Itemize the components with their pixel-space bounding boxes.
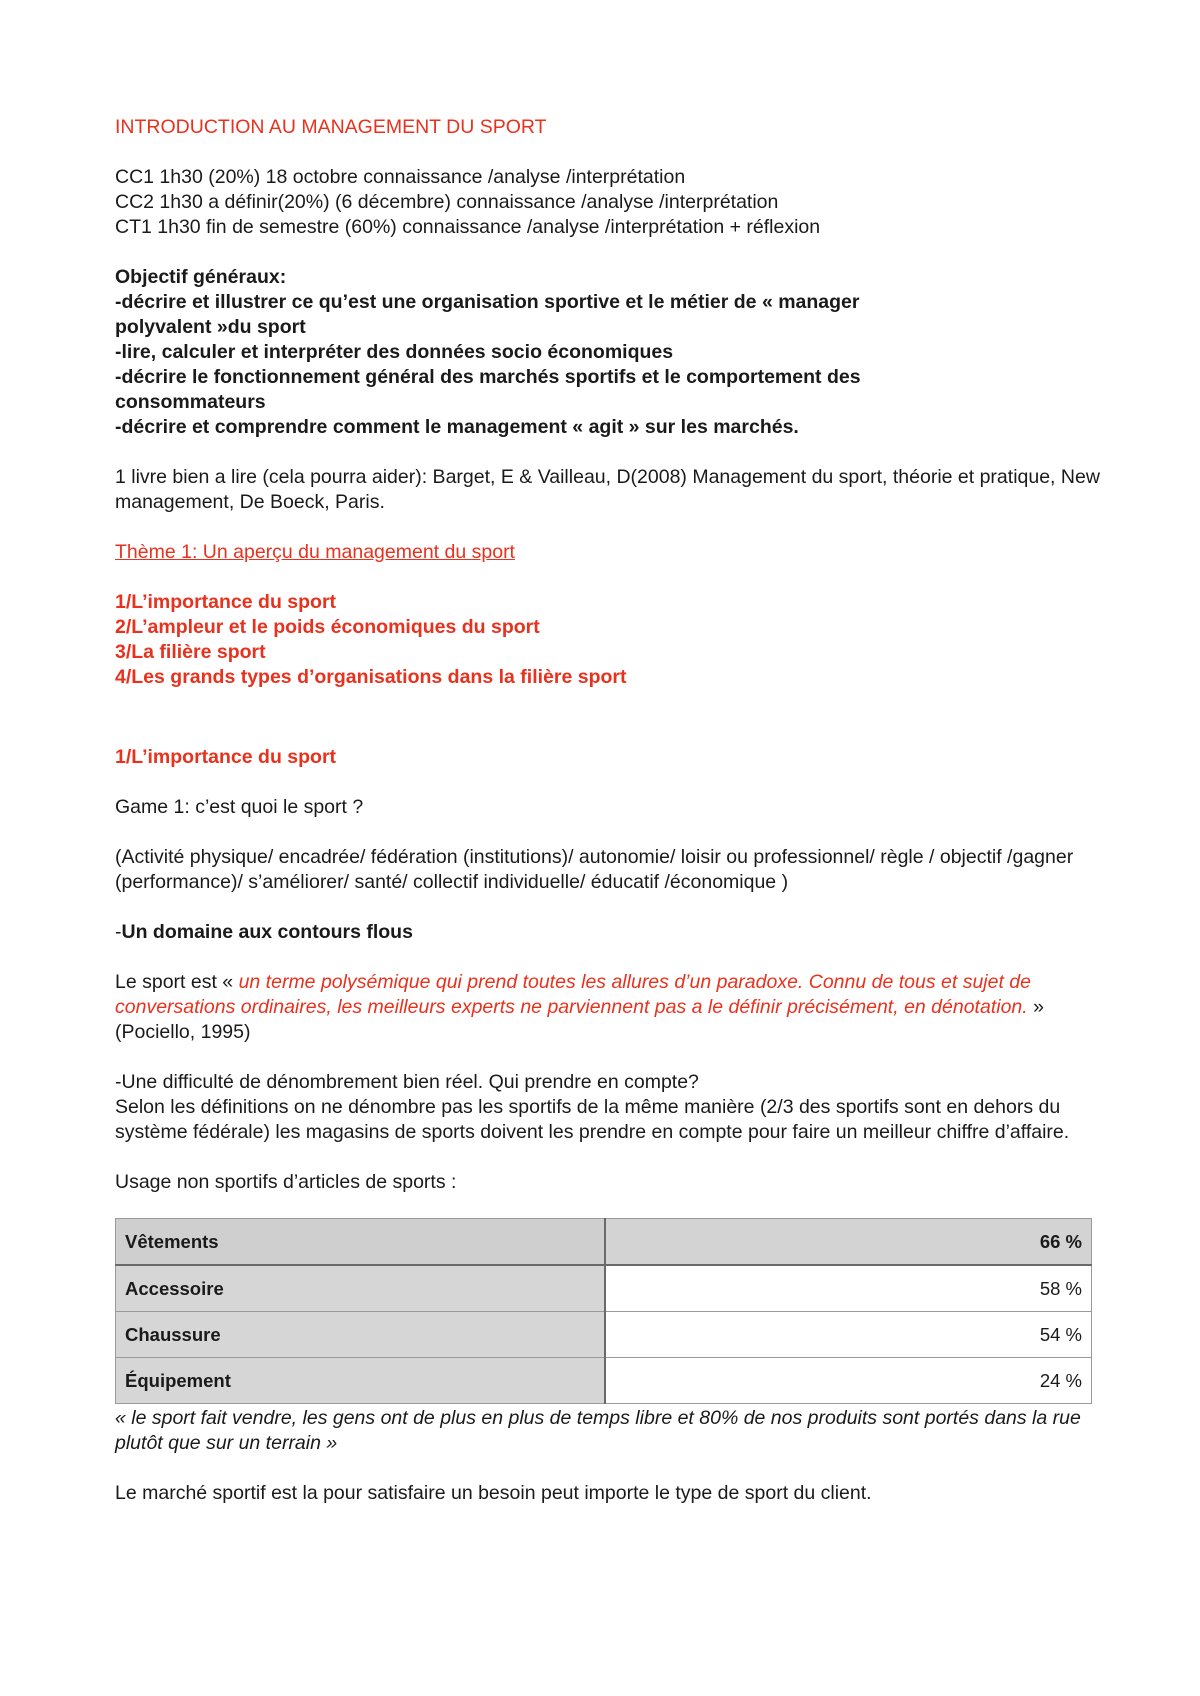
theme-section-item: 2/L’ampleur et le poids économiques du sport	[115, 616, 540, 638]
pociello-quote	[115, 970, 1100, 1045]
schedule-block	[115, 165, 1100, 240]
game-answers: (Activité physique/ encadrée/ fédération (institutions)/ autonomie/ loisir ou professionnel/ règle / objectif /gagner (performance)/ s’améliorer/ santé/ collectif individuelle/ éducatif /économique )	[115, 846, 1074, 893]
subheading-prefix: -	[115, 921, 122, 943]
conclusion: Le marché sportif est la pour satisfaire un besoin peut importe le type de sport du client.	[115, 1482, 872, 1504]
quote-source: » (Pociello, 1995)	[115, 996, 1044, 1043]
document-title: INTRODUCTION AU MANAGEMENT DU SPORT	[115, 116, 547, 138]
quote-intro: Le sport est «	[115, 971, 239, 993]
difficulty-line: -Une difficulté de dénombrement bien réel. Qui prendre en compte?	[115, 1071, 699, 1093]
definitions-paragraph: Selon les définitions on ne dénombre pas les sportifs de la même manière (2/3 des sportifs sont en dehors du système fédérale) les magasins de sports doivent les prendre en compte pour faire un meilleur chiffre d’affaire.	[115, 1096, 1070, 1143]
table-value: 66 %	[605, 1219, 1092, 1266]
retail-quote: « le sport fait vendre, les gens ont de plus en plus de temps libre et 80% de nos produits sont portés dans la rue plutôt que sur un terrain »	[115, 1407, 1081, 1454]
objectives-heading: Objectif généraux:	[115, 266, 287, 288]
objective-item: -décrire et illustrer ce qu’est une organisation sportive et le métier de « manager polyvalent »du sport	[115, 291, 860, 338]
table-row	[116, 1219, 1092, 1266]
usage-table	[115, 1218, 1092, 1404]
objective-item: -lire, calculer et interpréter des données socio économiques	[115, 341, 674, 363]
theme-sections	[115, 590, 1100, 690]
table-label: Équipement	[116, 1358, 606, 1404]
table-value: 54 %	[605, 1312, 1092, 1358]
table-row	[116, 1265, 1092, 1312]
objectives-block	[115, 265, 1100, 440]
theme-title: Thème 1: Un aperçu du management du sport	[115, 541, 515, 563]
theme-section-item: 4/Les grands types d’organisations dans la filière sport	[115, 666, 627, 688]
theme-section-item: 1/L’importance du sport	[115, 591, 337, 613]
usage-intro: Usage non sportifs d’articles de sports :	[115, 1171, 457, 1193]
schedule-line: CC1 1h30 (20%) 18 octobre connaissance /analyse /interprétation	[115, 166, 686, 188]
table-label: Accessoire	[116, 1265, 606, 1312]
table-row	[116, 1312, 1092, 1358]
subheading-text: Un domaine aux contours flous	[121, 921, 413, 943]
table-value: 24 %	[605, 1358, 1092, 1404]
book-reference: 1 livre bien a lire (cela pourra aider): Barget, E & Vailleau, D(2008) Management du sport, théorie et pratique, New management, De Boeck, Paris.	[115, 466, 1100, 513]
table-label: Vêtements	[116, 1219, 606, 1266]
subheading	[115, 920, 1100, 945]
difficulty-block	[115, 1070, 1100, 1145]
schedule-line: CC2 1h30 a définir(20%) (6 décembre) connaissance /analyse /interprétation	[115, 191, 779, 213]
table-row	[116, 1358, 1092, 1404]
theme-section-item: 3/La filière sport	[115, 641, 266, 663]
schedule-line: CT1 1h30 fin de semestre (60%) connaissance /analyse /interprétation + réflexion	[115, 216, 821, 238]
section1-title: 1/L’importance du sport	[115, 746, 337, 768]
quote-text: un terme polysémique qui prend toutes les allures d’un paradoxe. Connu de tous et sujet de conversations ordinaires, les meilleurs experts ne parviennent pas a le définir précisément, en dénotation.	[115, 971, 1031, 1018]
game-question: Game 1: c’est quoi le sport ?	[115, 796, 364, 818]
objective-item: -décrire le fonctionnement général des marchés sportifs et le comportement des consommateurs	[115, 366, 861, 413]
table-value: 58 %	[605, 1265, 1092, 1312]
table-label: Chaussure	[116, 1312, 606, 1358]
objective-item: -décrire et comprendre comment le management « agit » sur les marchés.	[115, 416, 799, 438]
